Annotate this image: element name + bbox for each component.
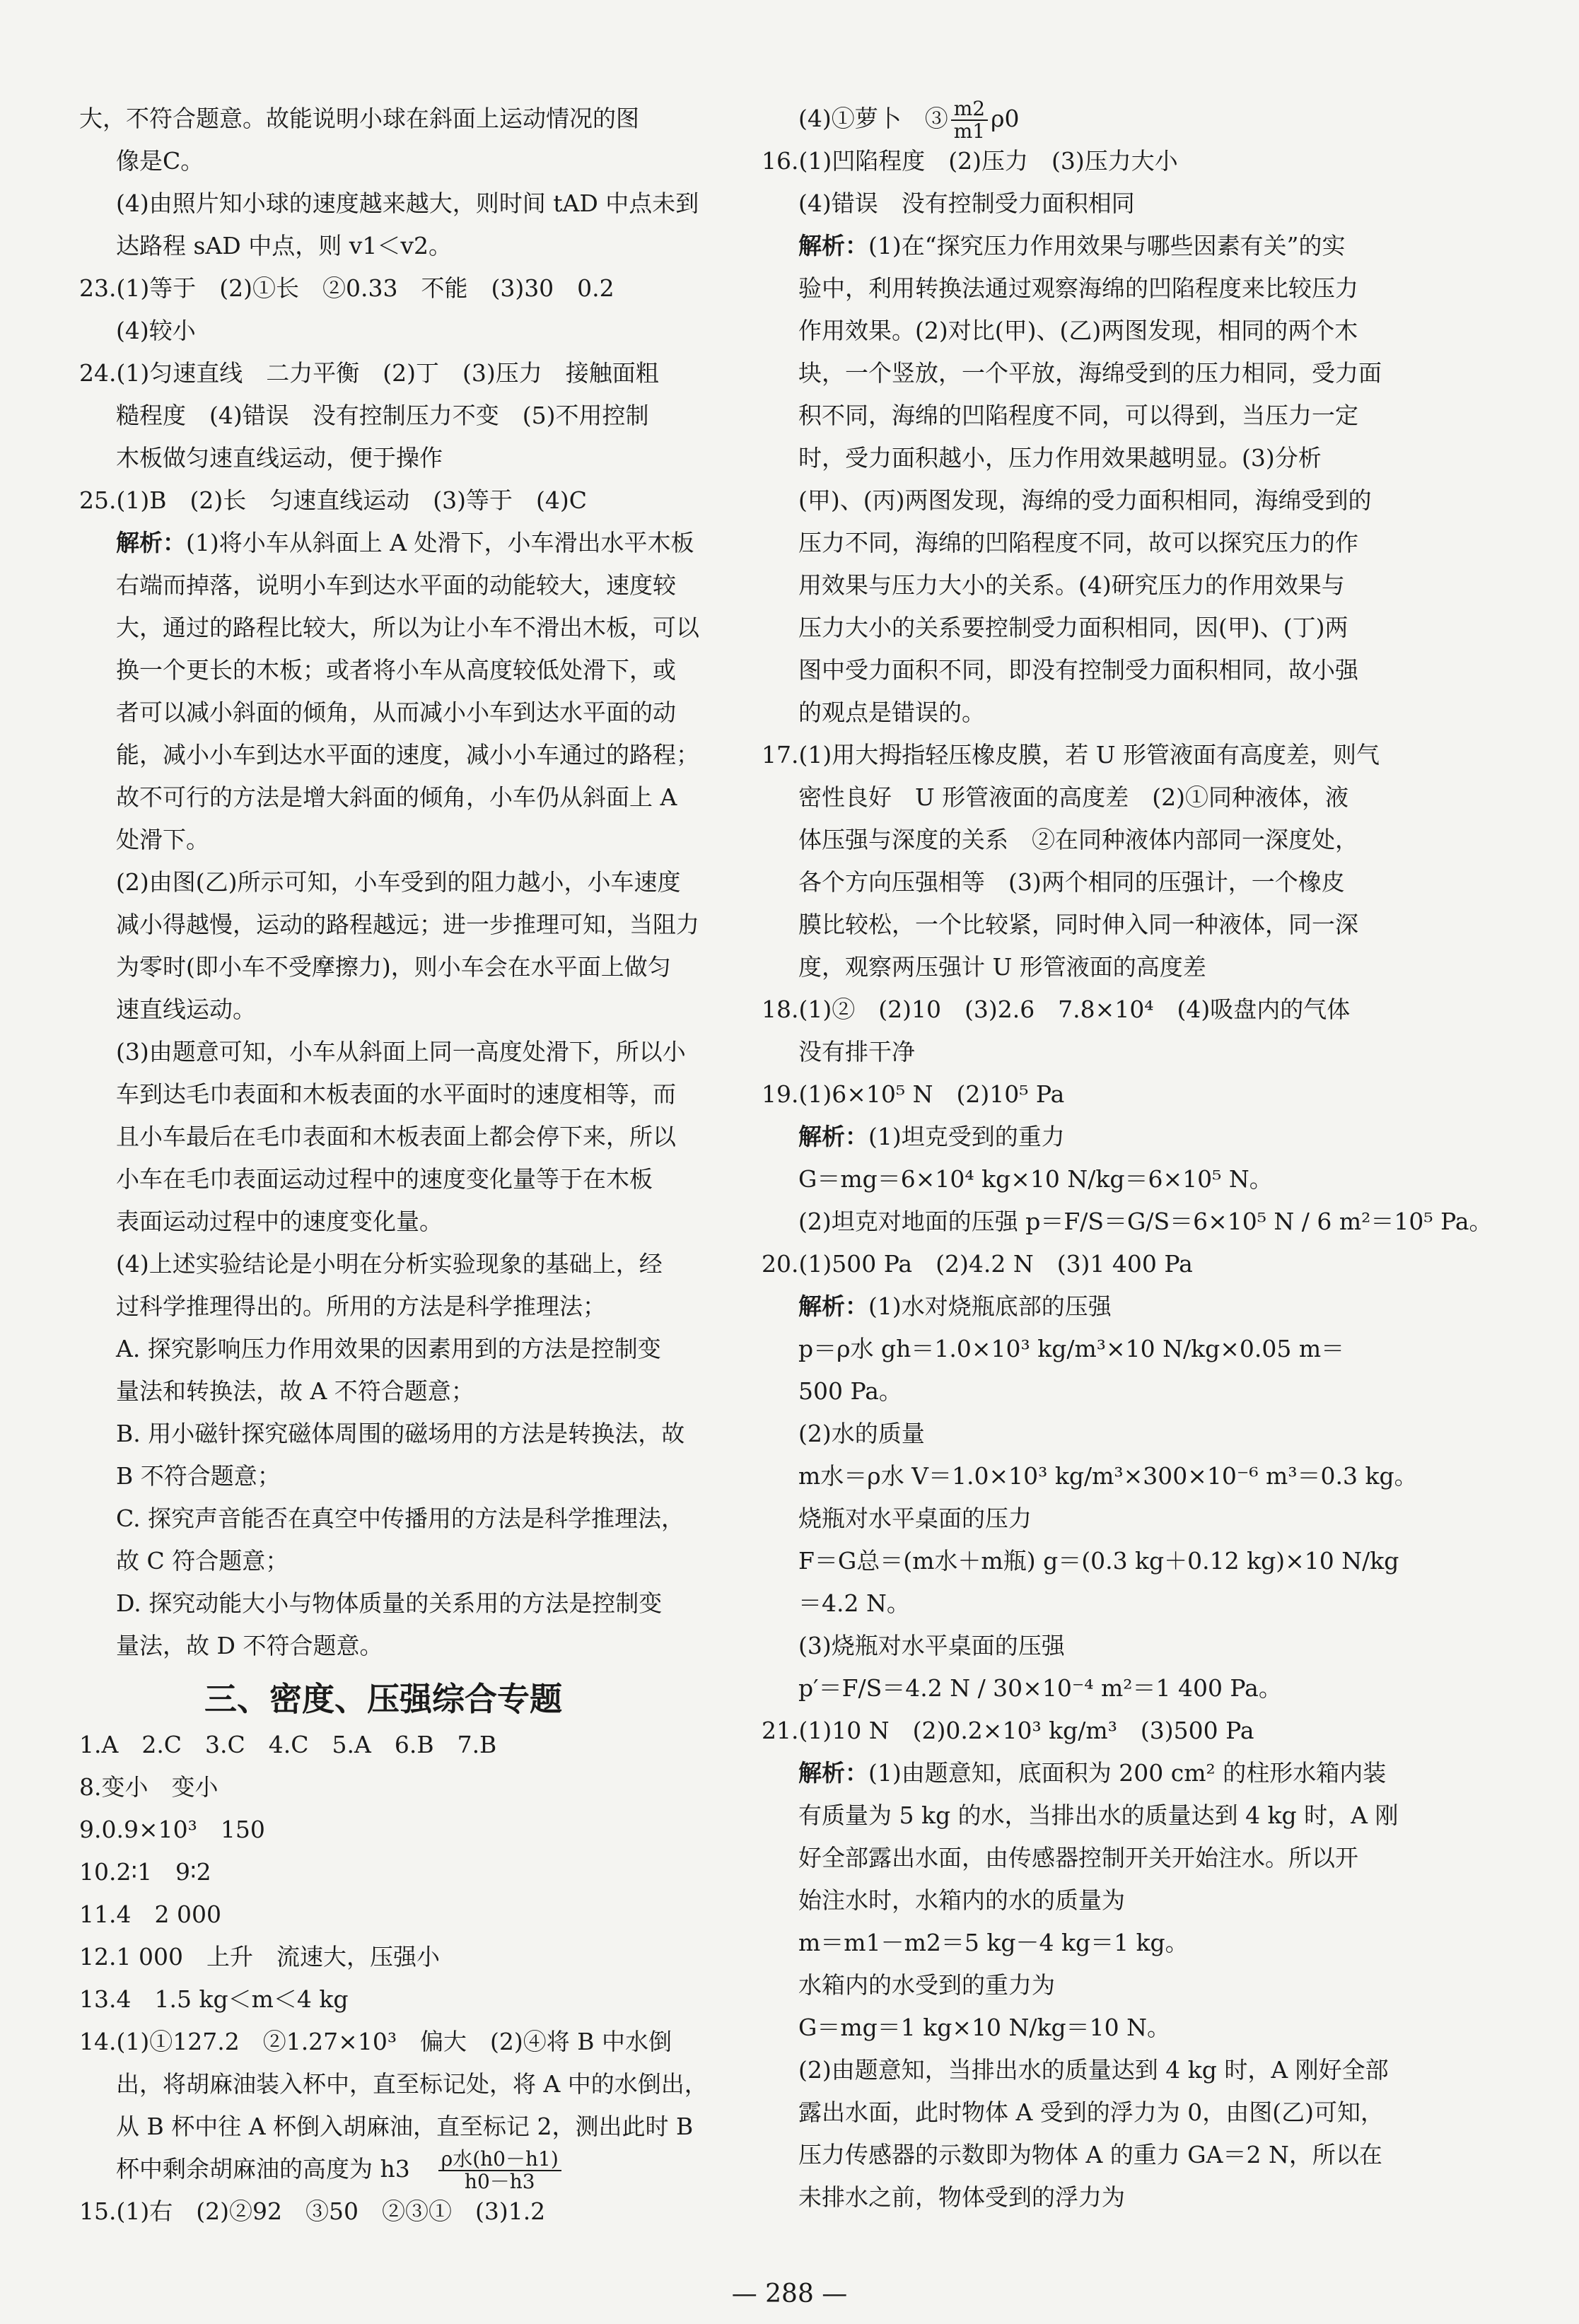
text-line: B. 用小磁针探究磁体周围的磁场用的方法是转换法，故 — [116, 1420, 685, 1447]
text-line: (甲)、(丙)两图发现，海绵的受力面积相同，海绵受到的 — [798, 486, 1372, 514]
text-line: 表面运动过程中的速度变化量。 — [116, 1208, 443, 1235]
answer-line: 从 B 杯中往 A 杯倒入胡麻油，直至标记 2，测出此时 B — [116, 2113, 694, 2140]
fraction-numerator: ρ水(h0－h1) — [438, 2149, 561, 2171]
text-line: 23.(1)等于 (2)①长 ②0.33 不能 (3)30 0.2 — [79, 274, 614, 302]
text-line: 且小车最后在毛巾表面和木板表面上都会停下来，所以 — [116, 1123, 676, 1150]
text-line: 小车在毛巾表面运动过程中的速度变化量等于在木板 — [116, 1165, 653, 1193]
formula-fraction — [951, 98, 988, 142]
text-line: (4)较小 — [116, 317, 196, 344]
text-line: 16.(1)凹陷程度 (2)压力 (3)压力大小 — [762, 147, 1178, 175]
text-line: 解析：(1)坦克受到的重力 — [798, 1123, 1065, 1150]
analysis-label: 解析： — [798, 232, 868, 259]
text-line: 24.(1)匀速直线 二力平衡 (2)丁 (3)压力 接触面粗 — [79, 359, 659, 387]
text-line: 达路程 sAD 中点，则 v1＜v2。 — [116, 232, 452, 259]
fraction-denominator: h0－h3 — [464, 2170, 535, 2193]
text-line: 大，通过的路程比较大，所以为让小车不滑出木板，可以 — [116, 614, 699, 641]
text-line: 膜比较松，一个比较紧，同时伸入同一种液体，同一深 — [798, 911, 1358, 938]
text-line: 处滑下。 — [116, 826, 209, 853]
text-line: 用效果与压力大小的关系。(4)研究压力的作用效果与 — [798, 571, 1345, 599]
answer-line: 13.4 1.5 kg＜m＜4 kg — [79, 1985, 349, 2013]
text-line: 大，不符合题意。故能说明小球在斜面上运动情况的图 — [79, 105, 639, 132]
text-line: (3)由题意可知，小车从斜面上同一高度处滑下，所以小 — [116, 1038, 686, 1065]
formula-fraction — [438, 2149, 561, 2192]
text-line: 始注水时，水箱内的水的质量为 — [798, 1886, 1125, 1914]
text-line: (3)烧瓶对水平桌面的压强 — [798, 1632, 1065, 1659]
text-line: 25.(1)B (2)长 匀速直线运动 (3)等于 (4)C — [79, 486, 587, 514]
text-line: 车到达毛巾表面和木板表面的水平面时的速度相等，而 — [116, 1080, 676, 1108]
answer-line: 11.4 2 000 — [79, 1900, 221, 1928]
answer-line: 15.(1)右 (2)②92 ③50 ②③① (3)1.2 — [79, 2197, 546, 2225]
text-line: 露出水面，此时物体 A 受到的浮力为 0，由图(乙)可知， — [798, 2098, 1385, 2126]
text-line: p＝ρ水 gh＝1.0×10³ kg/m³×10 N/kg×0.05 m＝ — [798, 1335, 1345, 1362]
text-line: 各个方向压强相等 (3)两个相同的压强计，一个橡皮 — [798, 868, 1345, 896]
text-line: 压力大小的关系要控制受力面积相同，因(甲)、(丁)两 — [798, 614, 1348, 641]
page-number: — 288 — — [731, 2279, 848, 2308]
text-line: G＝mg＝6×10⁴ kg×10 N/kg＝6×10⁵ N。 — [798, 1165, 1273, 1193]
text-line: 者可以减小斜面的倾角，从而减小小车到达水平面的动 — [116, 699, 676, 726]
text-line: 500 Pa。 — [798, 1377, 902, 1405]
text-line: 解析：(1)水对烧瓶底部的压强 — [798, 1292, 1112, 1320]
text-line: 故不可行的方法是增大斜面的倾角，小车仍从斜面上 A — [116, 783, 677, 811]
text-line: 好全部露出水面，由传感器控制开关开始注水。所以开 — [798, 1844, 1358, 1872]
answer-line: 9.0.9×10³ 150 — [79, 1816, 265, 1843]
answer-line: 杯中剩余胡麻油的高度为 h3 $\frac{\text{ρ水(h0－h1)}}{h0-h3}$ — [79, 2148, 687, 2190]
text-line: 有质量为 5 kg 的水，当排出水的质量达到 4 kg 时，A 刚 — [798, 1802, 1399, 1829]
text-line: (4)①萝卜 ③ $\frac{m2}{m1}$ ρ0 — [798, 97, 1020, 143]
text-line: 解析：(1)由题意知，底面积为 200 cm² 的柱形水箱内装 — [798, 1759, 1387, 1787]
right-column — [762, 97, 1493, 2219]
left-column — [79, 98, 708, 2233]
text-line: (4)错误 没有控制受力面积相同 — [798, 189, 1135, 217]
text-line: 解析：(1)将小车从斜面上 A 处滑下，小车滑出水平木板 — [116, 529, 694, 556]
answer-line: 14.(1)①127.2 ②1.27×10³ 偏大 (2)④将 B 中水倒 — [79, 2028, 672, 2055]
text-line: A. 探究影响压力作用效果的因素用到的方法是控制变 — [116, 1335, 661, 1362]
answer-line: 出，将胡麻油装入杯中，直至标记处，将 A 中的水倒出， — [116, 2070, 708, 2098]
text-line: 块，一个竖放，一个平放，海绵受到的压力相同，受力面 — [798, 359, 1382, 387]
text-line: G＝mg＝1 kg×10 N/kg＝10 N。 — [798, 2014, 1170, 2041]
text-line: p′＝F/S＝4.2 N / 30×10⁻⁴ m²＝1 400 Pa。 — [798, 1674, 1282, 1702]
text-line: 故 C 符合题意； — [116, 1547, 289, 1575]
analysis-label: 解析： — [798, 1123, 868, 1150]
text-line: m＝m1－m2＝5 kg－4 kg＝1 kg。 — [798, 1929, 1189, 1956]
text-line: (4)由照片知小球的速度越来越大，则时间 tAD 中点未到 — [116, 189, 699, 217]
text-line: m水＝ρ水 V＝1.0×10³ kg/m³×300×10⁻⁶ m³＝0.3 kg。 — [798, 1462, 1418, 1490]
text-line: 时，受力面积越小，压力作用效果越明显。(3)分析 — [798, 444, 1322, 472]
text-line: 解析：(1)在“探究压力作用效果与哪些因素有关”的实 — [798, 232, 1346, 259]
analysis-label: 解析： — [798, 1759, 868, 1787]
text-line: 量法，故 D 不符合题意。 — [116, 1632, 383, 1659]
text-line: 的观点是错误的。 — [798, 699, 985, 726]
text-line: 作用效果。(2)对比(甲)、(乙)两图发现，相同的两个木 — [798, 317, 1358, 344]
text-line: 像是C。 — [116, 147, 204, 175]
fraction-numerator: m2 — [951, 98, 988, 121]
text-line: 速直线运动。 — [116, 995, 256, 1023]
text-line: 糙程度 (4)错误 没有控制压力不变 (5)不用控制 — [116, 402, 649, 429]
text-line: 未排水之前，物体受到的浮力为 — [798, 2183, 1125, 2211]
text-line: 过科学推理得出的。所用的方法是科学推理法； — [116, 1292, 606, 1320]
formula-suffix: ρ0 — [991, 105, 1020, 132]
text-line: (4)上述实验结论是小明在分析实验现象的基础上，经 — [116, 1250, 663, 1278]
answer-line: 1.A 2.C 3.C 4.C 5.A 6.B 7.B — [79, 1731, 497, 1758]
text-line: F＝G总＝(m水＋m瓶) g＝(0.3 kg＋0.12 kg)×10 N/kg — [798, 1547, 1399, 1575]
text-line: 图中受力面积不同，即没有控制受力面积相同，故小强 — [798, 656, 1358, 684]
text-line: 减小得越慢，运动的路程越远；进一步推理可知，当阻力 — [116, 911, 699, 938]
text-line: 21.(1)10 N (2)0.2×10³ kg/m³ (3)500 Pa — [762, 1717, 1254, 1744]
section-title: 三、密度、压强综合专题 — [204, 1680, 562, 1718]
text-line: (2)水的质量 — [798, 1420, 925, 1447]
text-line: 压力不同，海绵的凹陷程度不同，故可以探究压力的作 — [798, 529, 1358, 556]
text-line: D. 探究动能大小与物体质量的关系用的方法是控制变 — [116, 1589, 663, 1617]
text-line: 17.(1)用大拇指轻压橡皮膜，若 U 形管液面有高度差，则气 — [762, 741, 1380, 769]
text-line: 体压强与深度的关系 ②在同种液体内部同一深度处， — [798, 826, 1358, 853]
text-line: 水箱内的水受到的重力为 — [798, 1971, 1055, 1999]
text-line: 积不同，海绵的凹陷程度不同，可以得到，当压力一定 — [798, 402, 1358, 429]
text-line: 量法和转换法，故 A 不符合题意； — [116, 1377, 474, 1405]
text-line: 验中，利用转换法通过观察海绵的凹陷程度来比较压力 — [798, 274, 1358, 302]
answer-line: 12.1 000 上升 流速大，压强小 — [79, 1943, 440, 1970]
text-line: 度，观察两压强计 U 形管液面的高度差 — [798, 953, 1206, 981]
text-line: 能，减小小车到达水平面的速度，减小小车通过的路程； — [116, 741, 699, 769]
text-line: 没有排干净 — [798, 1038, 915, 1065]
text-line: 密性良好 U 形管液面的高度差 (2)①同种液体，液 — [798, 783, 1349, 811]
text-line: 压力传感器的示数即为物体 A 的重力 GA＝2 N，所以在 — [798, 2141, 1382, 2168]
analysis-label: 解析： — [798, 1292, 868, 1320]
text-line: 为零时(即小车不受摩擦力)，则小车会在水平面上做匀 — [116, 953, 671, 981]
answer-line: 8.变小 变小 — [79, 1773, 219, 1801]
text-line: (2)由图(乙)所示可知，小车受到的阻力越小，小车速度 — [116, 868, 681, 896]
text-line: 烧瓶对水平桌面的压力 — [798, 1505, 1032, 1532]
text-line: 木板做匀速直线运动，便于操作 — [116, 444, 443, 472]
text-line: 18.(1)② (2)10 (3)2.6 7.8×10⁴ (4)吸盘内的气体 — [762, 995, 1351, 1023]
text-line: (2)坦克对地面的压强 p＝F/S＝G/S＝6×10⁵ N / 6 m²＝10⁵ Pa。 — [798, 1208, 1493, 1235]
answer-line: 10.2∶1 9∶2 — [79, 1858, 211, 1886]
analysis-label: 解析： — [116, 529, 186, 556]
text-line: 右端而掉落，说明小车到达水平面的动能较大，速度较 — [116, 571, 676, 599]
text-line: 换一个更长的木板；或者将小车从高度较低处滑下，或 — [116, 656, 676, 684]
text-line: C. 探究声音能否在真空中传播用的方法是科学推理法， — [116, 1505, 685, 1532]
text-line: 20.(1)500 Pa (2)4.2 N (3)1 400 Pa — [762, 1250, 1193, 1278]
text-line: ＝4.2 N。 — [798, 1589, 910, 1617]
text-line: (2)由题意知，当排出水的质量达到 4 kg 时，A 刚好全部 — [798, 2056, 1389, 2084]
fraction-denominator: m1 — [953, 119, 986, 143]
text-line: 19.(1)6×10⁵ N (2)10⁵ Pa — [762, 1080, 1065, 1108]
text-line: B 不符合题意； — [116, 1462, 281, 1490]
